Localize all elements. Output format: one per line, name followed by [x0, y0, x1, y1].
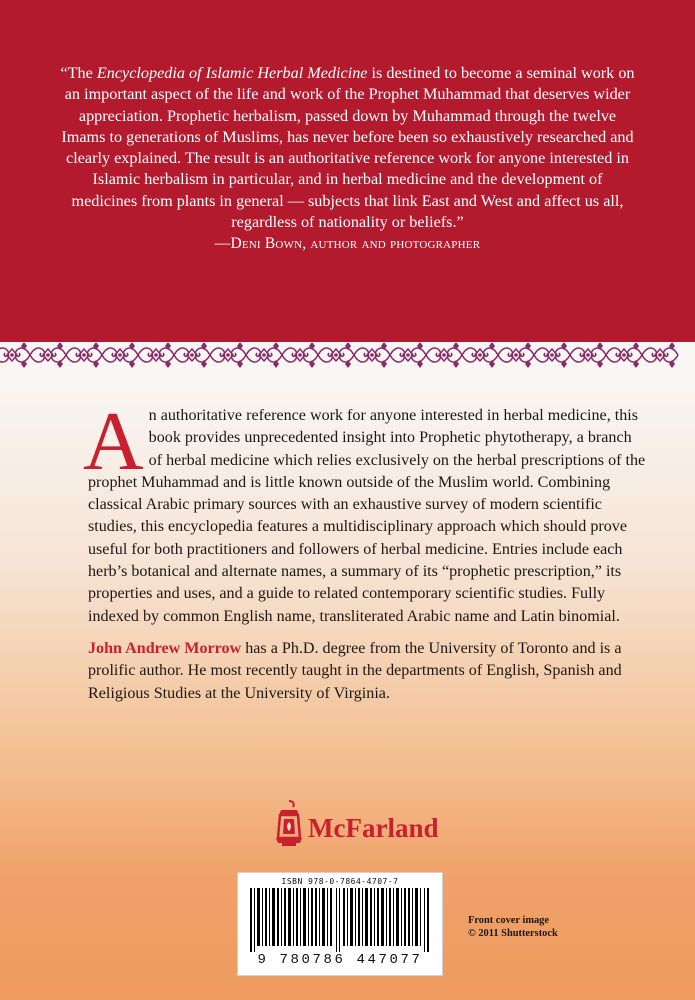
- quote-text: [60, 63, 635, 233]
- quote-open: “The: [60, 64, 97, 82]
- publisher-name: McFarland: [308, 813, 439, 843]
- book-description: [83, 395, 648, 705]
- description-paragraph: [83, 395, 648, 628]
- isbn-number: ISBN 978-0-7864-4707-7: [281, 877, 399, 886]
- author-name: John Andrew Morrow: [88, 639, 242, 657]
- barcode-label: [237, 872, 443, 976]
- lantern-icon: [272, 800, 306, 848]
- author-bio: [88, 638, 648, 705]
- description-text: n authoritative reference work for anyone interested in herbal medicine, this book provides unprecedented insight into Prophetic phytotherapy, a branch of herbal medicine which relies exclusively on the herbal prescriptions of the prophet Muhammad and is little known outside of the Muslim world. Combining classical Arabic primary sources with an exhaustive survey of modern scientific studies, this encyclopedia features a multidisciplinary approach which should prove useful for both practitioners and followers of herbal medicine. Entries include each herb’s botanical and alternate names, a summary of its “prophetic prescription,” its properties and uses, and a guide to related contemporary scientific studies. Fully indexed by common English name, transliterated Arabic name and Latin binomial.: [88, 407, 646, 625]
- barcode-digits: 9 780786 447077: [257, 952, 423, 968]
- endorsement-quote: [60, 63, 635, 255]
- quote-attribution: —Deni Bown, author and photographer: [214, 235, 481, 253]
- ornamental-border: [0, 338, 695, 372]
- quote-band: [0, 0, 695, 342]
- publisher-logo: [272, 800, 472, 860]
- cover-image-credit: [468, 914, 608, 940]
- quote-body: is destined to become a seminal work on an important aspect of the life and work of the Prophet Muhammad that deserves wider appreciation. Prophetic herbalism, passed down by Muhammad through the twelve Imams to generations of Muslims, has never before been so exhaustively researched and clearly explained. The result is an authoritative reference work for anyone interested in Islamic herbalism in particular, and in herbal medicine and the development of medicines from plants in general — subjects that link East and West and affect us all, regardless of nationality or beliefs.”: [61, 64, 635, 232]
- quote-book-title: Encyclopedia of Islamic Herbal Medicine: [96, 64, 368, 82]
- barcode-bars: [250, 888, 430, 952]
- credit-line-2: © 2011 Shutterstock: [468, 928, 558, 939]
- drop-cap: A: [83, 395, 144, 488]
- credit-line-1: Front cover image: [468, 915, 549, 926]
- author-bio-text: has a Ph.D. degree from the University of Toronto and is a prolific author. He most recently taught in the departments of English, Spanish and Religious Studies at the University of Virginia.: [88, 639, 622, 702]
